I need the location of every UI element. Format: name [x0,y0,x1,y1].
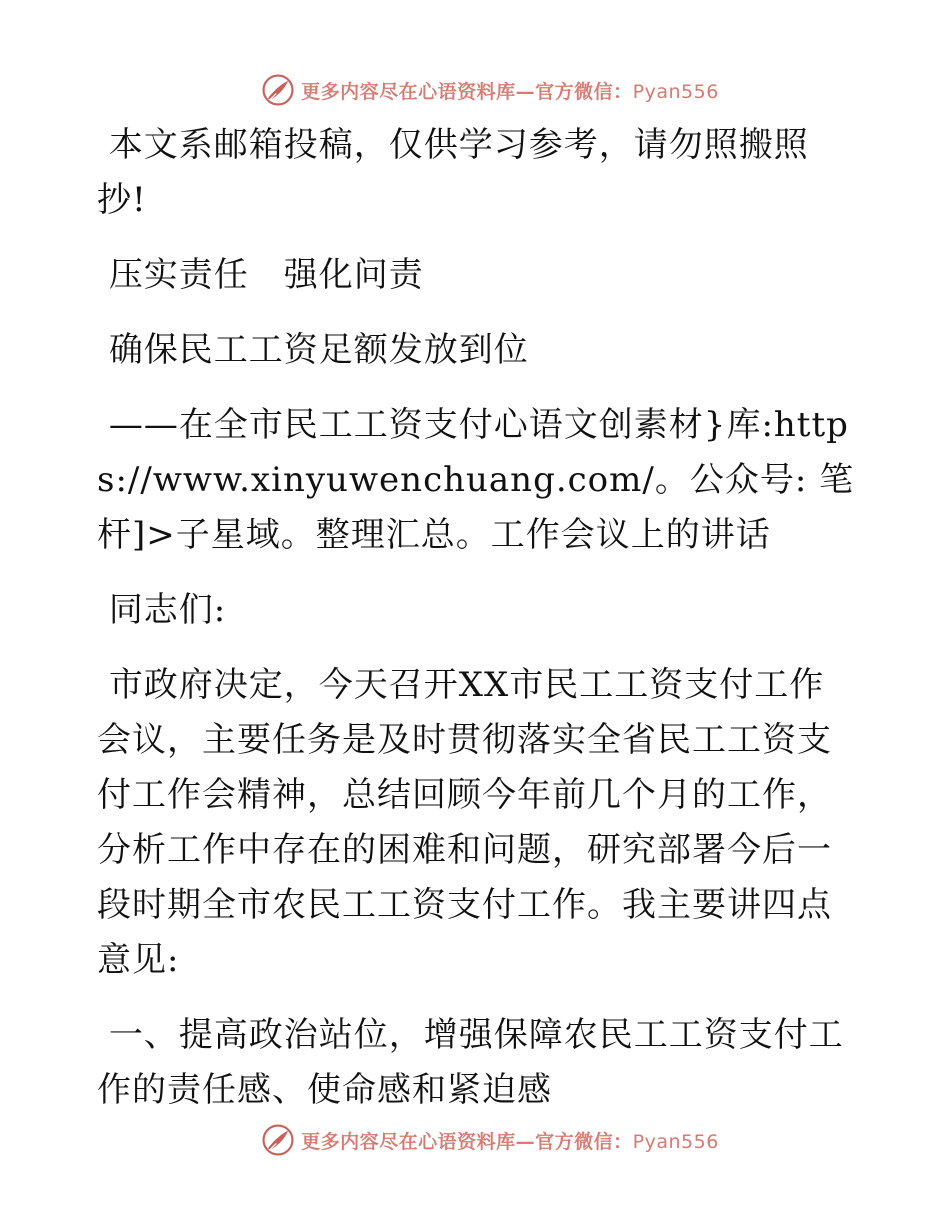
body-paragraph: 市政府决定，今天召开XX市民工工资支付工作会议，主要任务是及时贯彻落实全省民工工资支付工作会精神，总结回顾今年前几个月的工作，分析工作中存在的困难和问题，研究部署今后一段时期全市农民工工资支付工作。我主要讲四点意见: [97,665,832,980]
footer-watermark [0,1120,950,1160]
notice-text: 本文系邮箱投稿，仅供学习参考，请勿照搬照抄! [97,125,809,220]
section-heading: 一、提高政治站位，增强保障农民工工资支付工作的责任感、使命感和紧迫感 [97,1015,844,1110]
title-line-2: 确保民工工资足额发放到位 [97,330,529,370]
title-line-1: 压实责任 强化问责 [97,255,424,295]
watermark-wechat-id: Pyan556 [632,80,719,103]
quill-logo-icon [261,1123,295,1157]
quill-logo-icon [261,73,295,107]
header-watermark [0,70,950,110]
subtitle: ——在全市民工工资支付心语文创素材}库:https://www.xinyuwenchuang.com/。公众号: 笔杆]>子星域。整理汇总。工作会议上的讲话 [97,405,855,555]
document-body [97,118,857,1118]
watermark-label: 更多内容尽在心语资料库—官方微信： [301,80,633,103]
watermark-label: 更多内容尽在心语资料库—官方微信： [301,1130,633,1153]
watermark-text [301,1127,719,1154]
watermark-text [301,77,719,104]
watermark-wechat-id: Pyan556 [632,1130,719,1153]
salutation: 同志们: [97,590,227,630]
watermark-group [261,73,719,107]
watermark-group [261,1123,719,1157]
